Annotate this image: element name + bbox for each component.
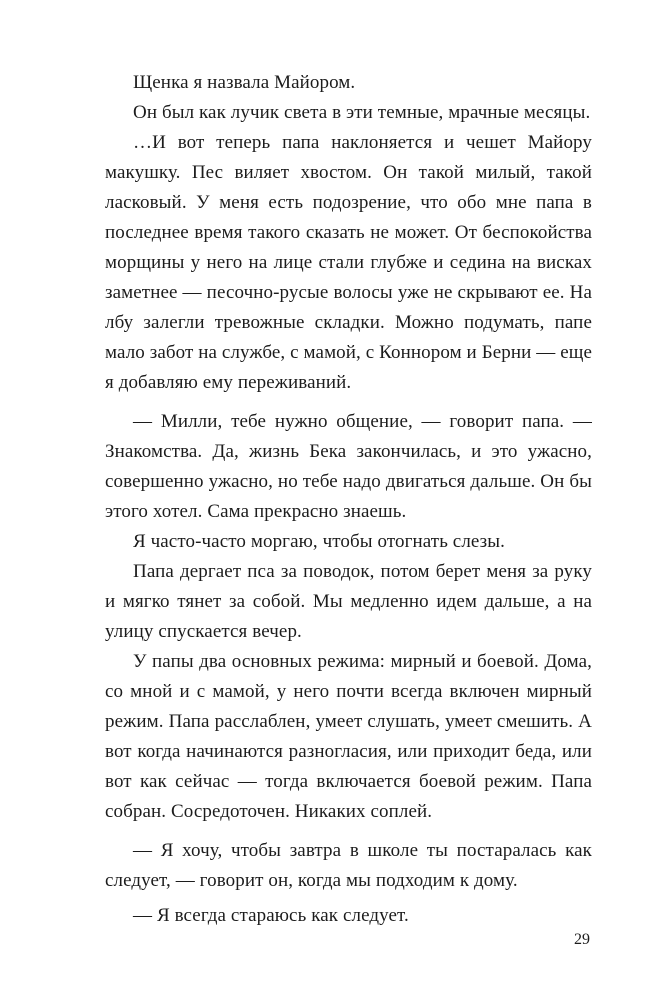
paragraph-dialogue: — Милли, тебе нужно общение, — говорит папа. — Знакомства. Да, жизнь Бека закончилась, и это ужасно, совершенно ужасно, но тебе надо двигаться дальше. Он бы этого хотел. Сама прекрасно знаешь. (105, 411, 592, 522)
page-number: 29 (574, 931, 590, 948)
paragraph-dialogue: — Я хочу, чтобы завтра в школе ты постаралась как следует, — говорит он, когда мы подходим к дому. (105, 840, 592, 891)
paragraph: …И вот теперь папа наклоняется и чешет Майору макушку. Пес виляет хвостом. Он такой милый, такой ласковый. У меня есть подозрение, что обо мне папа в последнее время такого сказать не может. От беспокойства морщины у него на лице стали глубже и седина на висках заметнее — песочно-русые волосы уже не скрывают ее. На лбу залегли тревожные складки. Можно подумать, папе мало забот на службе, с мамой, с Коннором и Берни — еще я добавляю ему переживаний. (105, 132, 592, 393)
paragraph: У папы два основных режима: мирный и боевой. Дома, со мной и с мамой, у него почти всегда включен мирный режим. Папа расслаблен, умеет слушать, умеет смешить. А вот когда начинаются разногласия, или приходит беда, или вот как сейчас — тогда включается боевой режим. Папа собран. Сосредоточен. Никаких соплей. (105, 651, 592, 822)
paragraph-dialogue: — Я всегда стараюсь как следует. (133, 905, 409, 926)
paragraph: Он был как лучик света в эти темные, мрачные месяцы. (133, 102, 591, 123)
paragraph: Я часто-часто моргаю, чтобы отогнать слезы. (133, 531, 506, 552)
paragraph: Папа дергает пса за поводок, потом берет меня за руку и мягко тянет за собой. Мы медленно идем дальше, а на улицу спускается вечер. (105, 561, 592, 642)
page-text (105, 68, 592, 931)
paragraph: Щенка я назвала Майором. (133, 72, 356, 93)
